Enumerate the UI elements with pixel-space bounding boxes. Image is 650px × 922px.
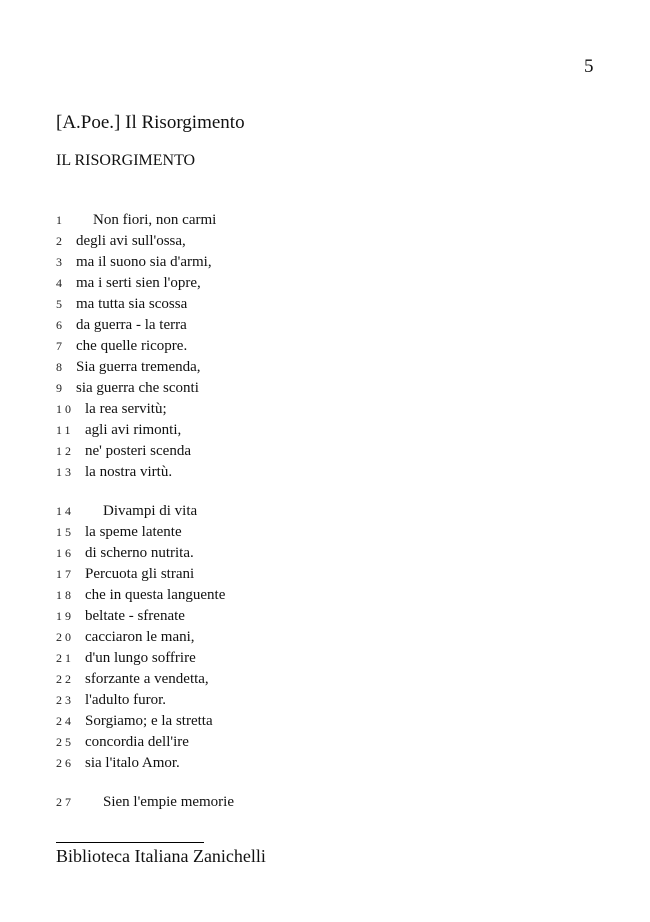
line-number: 27 <box>56 795 74 809</box>
line-text: che quelle ricopre. <box>76 338 188 354</box>
line-text: degli avi sull'ossa, <box>76 233 186 249</box>
line-number: 17 <box>56 567 74 581</box>
line-text: Sorgiamo; e la stretta <box>85 713 213 729</box>
line-number: 23 <box>56 693 74 707</box>
line-text: ne' posteri scenda <box>85 443 191 459</box>
line-text: sia guerra che sconti <box>76 380 199 396</box>
page-number: 5 <box>584 56 594 77</box>
line-number: 25 <box>56 735 74 749</box>
line-text: Percuota gli strani <box>85 566 195 582</box>
line-text: concordia dell'ire <box>85 734 189 750</box>
line-number: 26 <box>56 756 74 770</box>
line-text: la speme latente <box>85 524 182 540</box>
line-text: ma i serti sien l'opre, <box>76 275 201 291</box>
line-number: 15 <box>56 525 74 539</box>
line-text: da guerra - la terra <box>76 317 187 333</box>
section-heading: IL RISORGIMENTO <box>56 152 196 169</box>
line-text: che in questa languente <box>85 587 226 603</box>
line-number: 14 <box>56 504 74 518</box>
line-number: 2 <box>56 234 65 248</box>
running-title: [A.Poe.] Il Risorgimento <box>56 112 245 133</box>
line-text: sforzante a vendetta, <box>85 671 209 687</box>
line-text: agli avi rimonti, <box>85 422 182 438</box>
line-text: beltate - sfrenate <box>85 608 185 624</box>
line-number: 13 <box>56 465 74 479</box>
line-text: Sia guerra tremenda, <box>76 359 201 375</box>
line-number: 4 <box>56 276 65 290</box>
line-number: 19 <box>56 609 74 623</box>
line-text: di scherno nutrita. <box>85 545 194 561</box>
line-text: cacciaron le mani, <box>85 629 195 645</box>
footer-divider <box>56 842 204 843</box>
line-text: l'adulto furor. <box>85 692 167 708</box>
line-text: la nostra virtù. <box>85 464 173 480</box>
line-number: 11 <box>56 423 74 437</box>
line-number: 8 <box>56 360 65 374</box>
line-number: 1 <box>56 213 65 227</box>
line-text: ma tutta sia scossa <box>76 296 188 312</box>
line-text: Divampi di vita <box>103 503 198 519</box>
line-number: 21 <box>56 651 74 665</box>
line-text: d'un lungo soffrire <box>85 650 196 666</box>
line-number: 3 <box>56 255 65 269</box>
footer-publisher: Biblioteca Italiana Zanichelli <box>56 846 266 866</box>
line-text: sia l'italo Amor. <box>85 755 180 771</box>
line-text: la rea servitù; <box>85 401 167 417</box>
line-number: 18 <box>56 588 74 602</box>
line-number: 5 <box>56 297 65 311</box>
line-text: Non fiori, non carmi <box>93 212 217 228</box>
line-number: 24 <box>56 714 74 728</box>
line-number: 20 <box>56 630 74 644</box>
line-text: Sien l'empie memorie <box>103 794 235 810</box>
line-number: 7 <box>56 339 65 353</box>
line-number: 16 <box>56 546 74 560</box>
line-number: 6 <box>56 318 65 332</box>
line-number: 9 <box>56 381 65 395</box>
line-number: 22 <box>56 672 74 686</box>
line-text: ma il suono sia d'armi, <box>76 254 212 270</box>
line-number: 12 <box>56 444 74 458</box>
line-number: 10 <box>56 402 74 416</box>
